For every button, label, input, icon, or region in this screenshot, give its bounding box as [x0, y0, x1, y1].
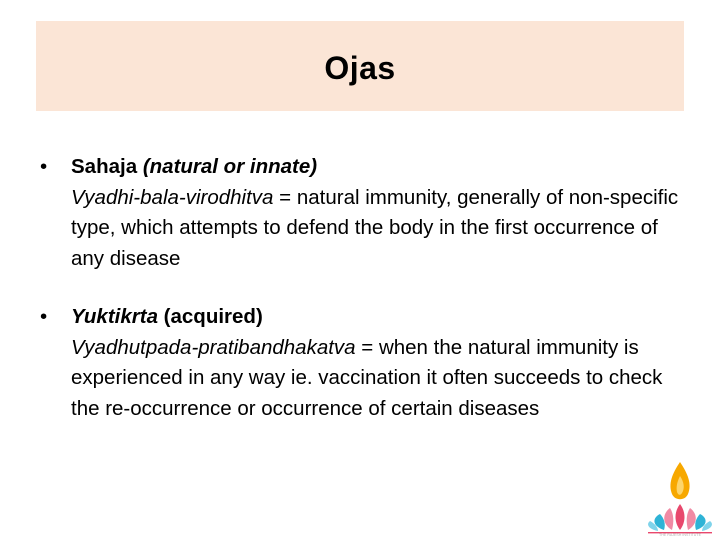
bullet-term-note: (natural or innate) — [142, 155, 318, 178]
bullet-list — [40, 152, 680, 452]
title-band — [36, 21, 684, 111]
bullet-item-sahaja — [40, 152, 680, 274]
bullet-heading — [71, 152, 680, 183]
definition-term: Vyadhi-bala-virodhitva — [71, 185, 274, 209]
bullet-heading — [71, 302, 680, 333]
logo-caption: THE RAJESH INSTITUTE — [659, 533, 701, 537]
bullet-glyph: • — [40, 155, 48, 178]
bullet-term-note: (acquired) — [163, 305, 263, 328]
definition-text: = when the natural immunity is experienced in any way ie. vaccination it often succeeds to check the re-occurrence or occurrence of certain diseases — [71, 335, 663, 420]
bullet-item-yuktikrta — [40, 302, 680, 424]
bullet-term: Sahaja — [71, 155, 138, 178]
slide-title: Ojas — [324, 50, 396, 86]
diya-lotus-logo-icon — [640, 458, 720, 540]
bullet-definition — [71, 336, 662, 420]
definition-term: Vyadhutpada-pratibandhakatva — [71, 335, 356, 359]
bullet-definition — [71, 186, 678, 270]
bullet-glyph: • — [40, 305, 48, 328]
definition-text: = natural immunity, generally of non-specific type, which attempts to defend the body in the first occurrence of any disease — [71, 185, 679, 270]
bullet-term: Yuktikrta — [71, 305, 158, 328]
